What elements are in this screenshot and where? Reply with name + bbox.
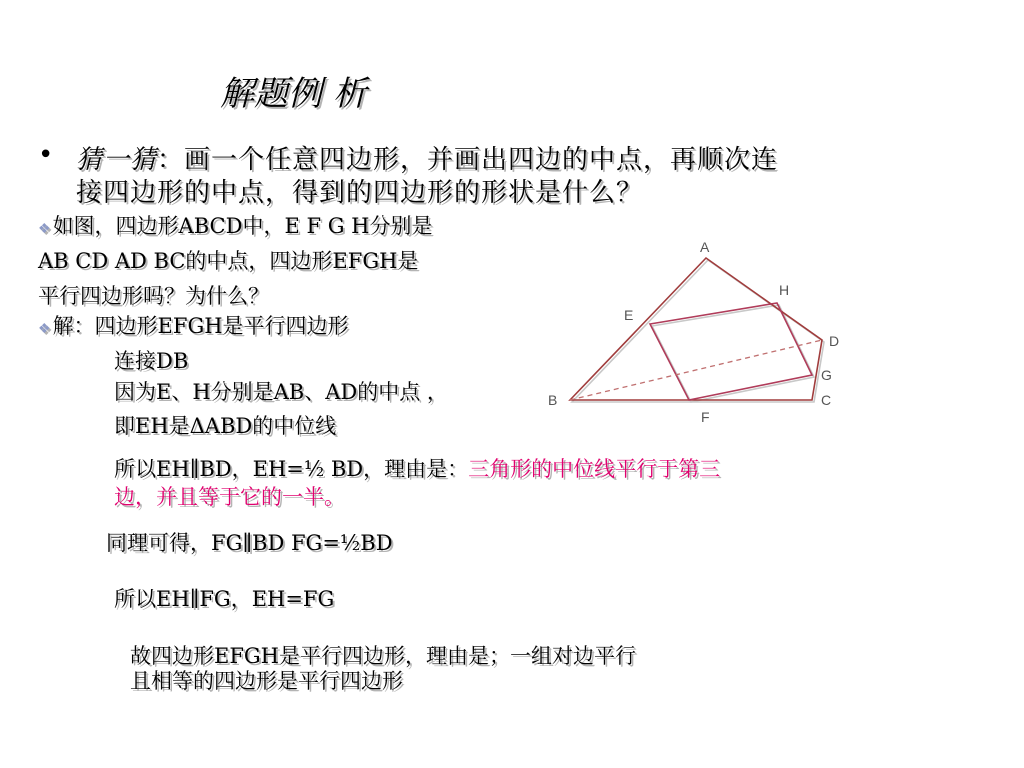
bullet-dot: • — [38, 140, 54, 170]
conclusion-line-1: 故四边形EFGH是平行四边形，理由是；一组对边平行 — [130, 644, 636, 668]
conclusion-line-2: 且相等的四边形是平行四边形 — [130, 669, 403, 693]
label-d: D — [829, 333, 840, 349]
intro-line-2: AB CD AD BC的中点，四边形EFGH是 — [38, 249, 419, 273]
step-similar: 同理可得，FG∥BD FG=½BD — [106, 531, 393, 555]
step-connect: 连接DB — [114, 349, 189, 373]
intro-line-3: 平行四边形吗？为什么？ — [38, 284, 269, 308]
label-e: E — [624, 307, 634, 323]
quadrilateral-abcd — [570, 258, 822, 400]
diamond-bullet-icon: ❖ — [38, 221, 51, 237]
step-so-reason-2: 边，并且等于它的一半。 — [114, 485, 345, 509]
label-f: F — [701, 409, 710, 425]
step-midline: 即EH是ΔABD的中位线 — [114, 414, 337, 438]
question-line-2: 接四边形的中点，得到的四边形的形状是什么？ — [76, 178, 644, 208]
step-because: 因为E、H分别是AB、AD的中点 ， — [114, 380, 448, 404]
question-label: 猜一猜 — [76, 145, 158, 175]
label-b: B — [548, 392, 558, 408]
solution-text-1: 解：四边形EFGH是平行四边形 — [52, 314, 349, 338]
diamond-bullet-icon: ❖ — [38, 321, 51, 337]
slide-title: 解题例 析 — [220, 74, 367, 114]
intro-text-1: 如图，四边形ABCD中，E F G H分别是 — [52, 214, 433, 238]
quadrilateral-efgh — [650, 303, 812, 400]
step-therefore: 所以EH∥FG，EH=FG — [114, 587, 335, 611]
step-so-prefix: 所以EH∥BD，EH=½ BD，理由是： — [114, 457, 469, 481]
label-g: G — [821, 367, 832, 383]
step-so-reason-1: 三角形的中位线平行于第三 — [468, 457, 721, 481]
label-c: C — [821, 392, 832, 408]
question-text-1: ：画一个任意四边形，并画出四边的中点，再顺次连 — [157, 145, 779, 175]
label-a: A — [700, 239, 710, 255]
diagonal-db — [570, 340, 822, 400]
label-h: H — [779, 282, 790, 298]
